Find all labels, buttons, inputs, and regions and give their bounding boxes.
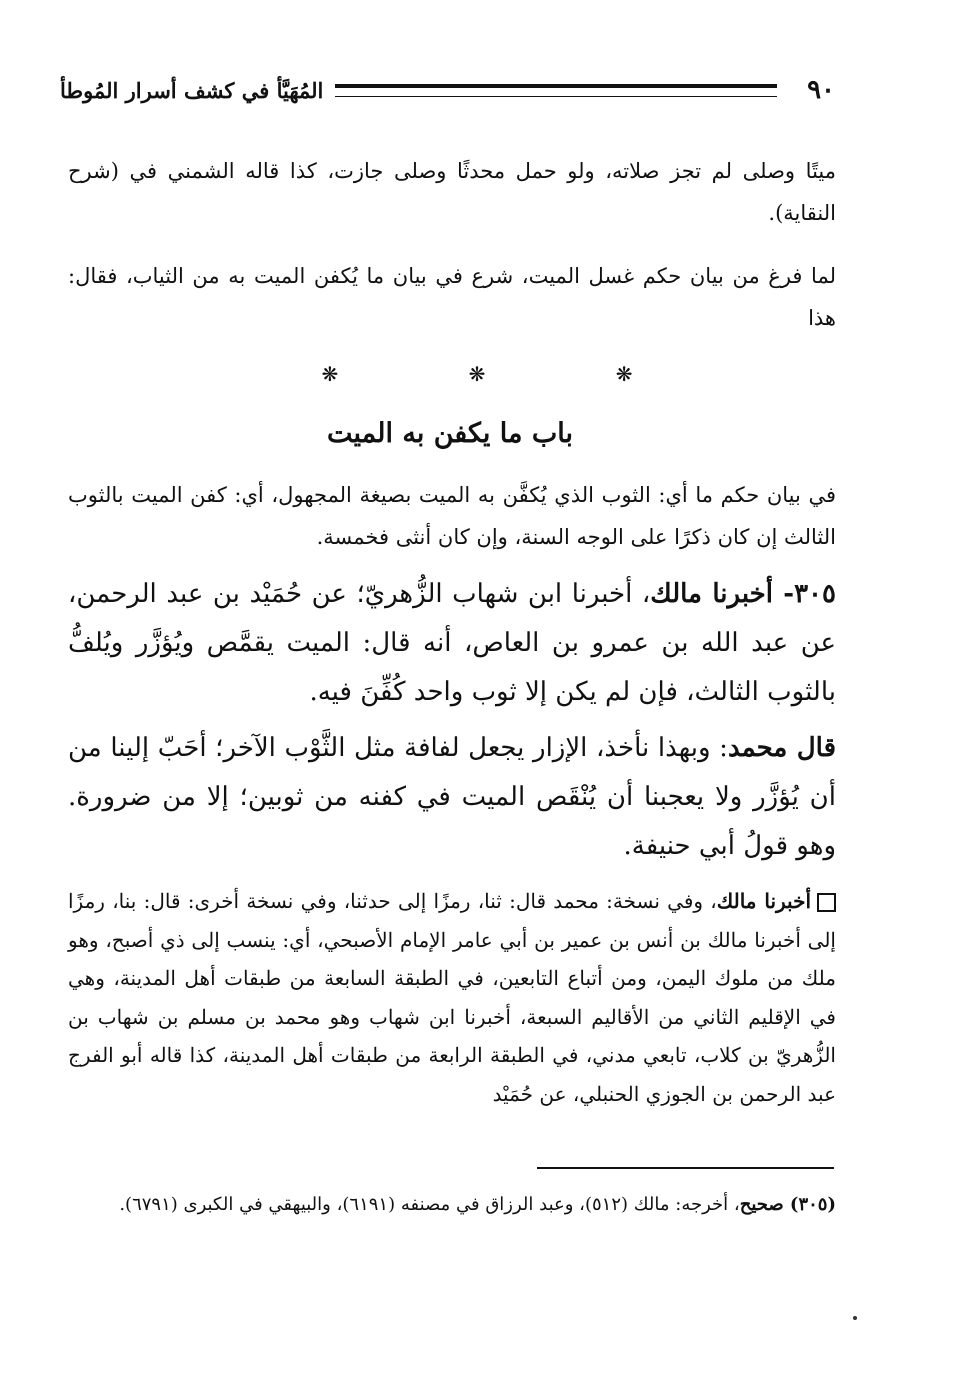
hadith-number-label: ٣٠٥- أخبرنا مالك [650, 579, 836, 609]
hadith-text: ، أخبرنا ابن شهاب الزُّهريّ؛ عن حُمَيْد بن عبد الرحمن، عن عبد الله بن عمرو بن العاص، أنه قال: الميت يقمَّص ويُؤزَّر ويُلفُّ بالثوب الثالث، فإن لم يكن إلا ثوب واحد كُفِّنَ فيه. [68, 579, 836, 707]
footnote-rule [537, 1167, 834, 1169]
paragraph-2: لما فرغ من بيان حكم غسل الميت، شرع في بيان ما يُكفن الميت به من الثياب، فقال: هذا [68, 264, 836, 330]
commentary-text: ، وفي نسخة: محمد قال: ثنا، رمزًا إلى حدثنا، وفي نسخة أخرى: قال: بنا، رمزًا إلى أخبرنا مالك بن أنس بن عمير بن أبي عامر الإمام الأصبحي، أي: ينسب إلى ذي أصبح، وهو ملك من ملوك اليمن، ومن أتباع التابعين، في الطبقة السابعة من طبقات أهل المدينة، وهي في الإقليم الثاني من الأقاليم السبعة، أخبرنا ابن شهاب وهو محمد بن مسلم بن شهاب بن الزُّهريّ بن كلاب، تابعي مدني، في الطبقة الرابعة من طبقات أهل المدينة، كذا قاله أبو الفرج عبد الرحمن بن الجوزي الحنبلي، عن حُمَيْد [68, 889, 836, 1106]
footnote [68, 1188, 836, 1222]
commentary [68, 882, 836, 1113]
section-separator: ❋ ❋ ❋ [321, 362, 695, 386]
header-rule [335, 84, 777, 97]
qawl-label: قال محمد [727, 733, 836, 763]
hadith-305 [68, 570, 836, 717]
qawl-text: : وبهذا نأخذ، الإزار يجعل لفافة مثل الثَّوْب الآخر؛ أحَبّ إلينا من أن يُؤزَّر ولا يعجبنا أن يُنْقَص الميت في كفنه من ثوبين؛ إلا من ضرورة. وهو قولُ أبي حنيفة. [68, 733, 836, 861]
footnote-label: (٣٠٥) صحيح [739, 1194, 836, 1215]
paragraph-3: في بيان حكم ما أي: الثوب الذي يُكفَّن به الميت بصيغة المجهول، أي: كفن الميت بالثوب الثالث إن كان ذكرًا على الوجه السنة، وإن كان أنثى فخمسة. [68, 483, 836, 549]
qawl-muhammad [68, 724, 836, 871]
chapter-title: باب ما يكفن به الميت [326, 418, 574, 449]
paragraph-1: ميتًا وصلى لم تجز صلاته، ولو حمل محدثًا وصلى جازت، كذا قاله الشمني في (شرح النقاية). [68, 159, 836, 225]
book-title: المُهَيَّأ في كشف أسرار المُوطأ [60, 77, 324, 103]
page-number: ٩٠ [807, 75, 835, 105]
square-marker-icon [817, 893, 836, 912]
page-header [60, 70, 835, 110]
page-speck [853, 1316, 857, 1320]
commentary-label: أخبرنا مالك [716, 889, 811, 913]
footnote-text: ، أخرجه: مالك (٥١٢)، وعبد الرزاق في مصنفه (٦١٩١)، والبيهقي في الكبرى (٦٧٩١). [119, 1194, 740, 1215]
